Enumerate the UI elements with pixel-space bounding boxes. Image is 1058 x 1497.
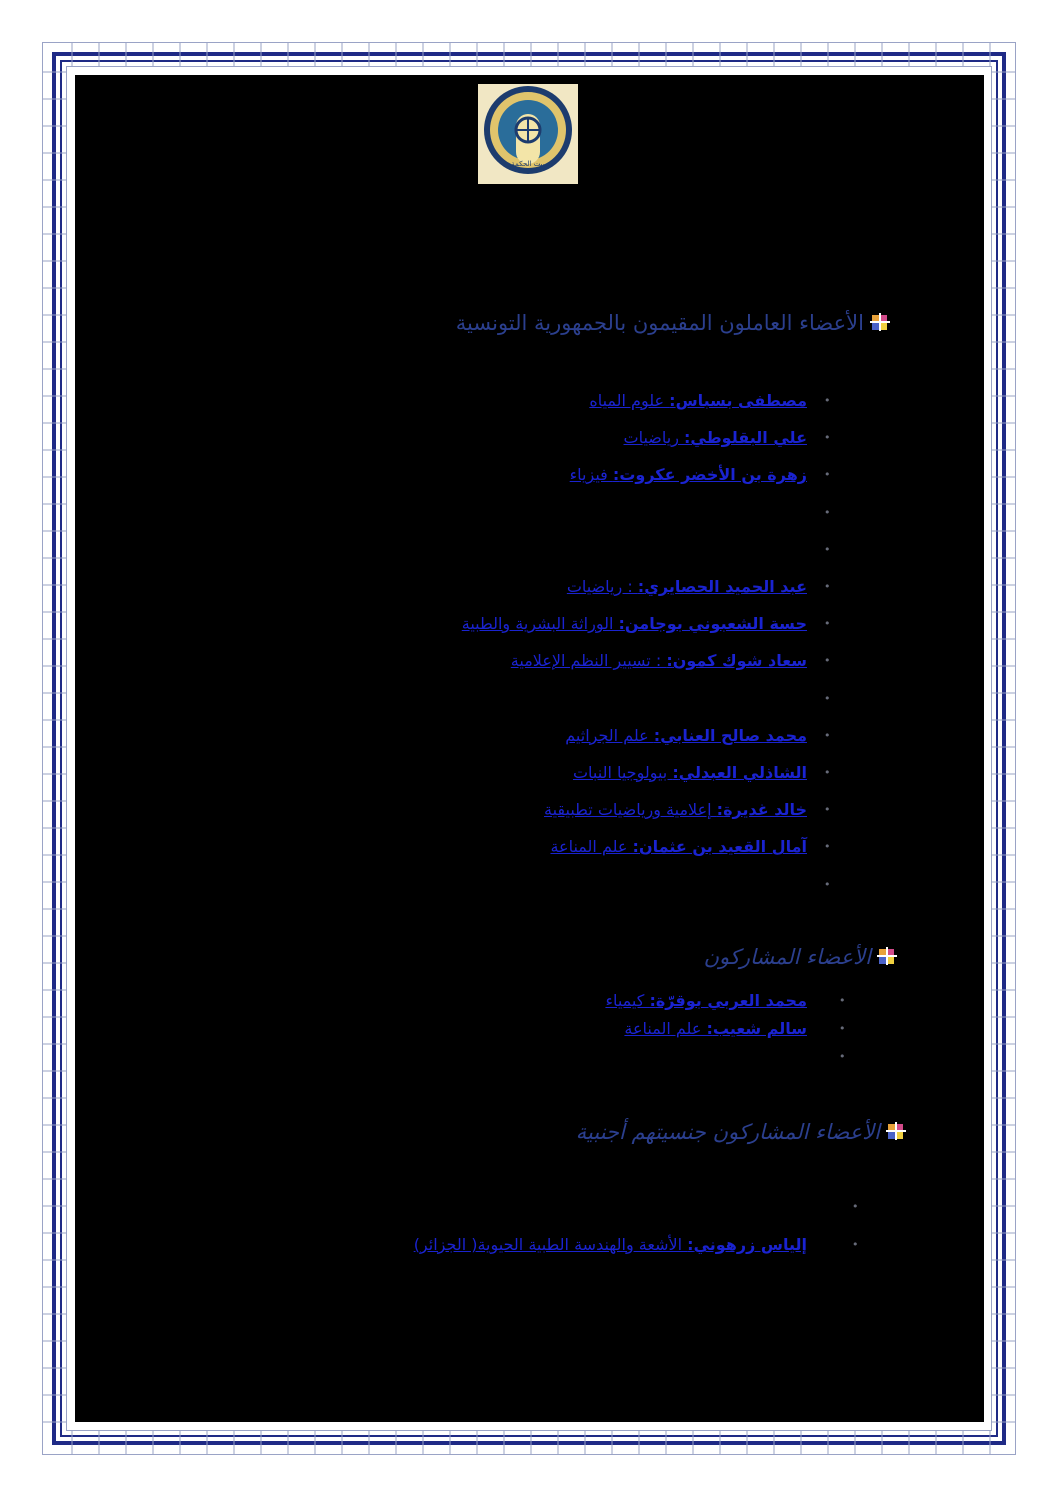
- member-field: بيولوجيا النبات: [572, 763, 673, 782]
- member-item: [0, 539, 1058, 561]
- member-item: [0, 613, 1058, 635]
- member-field: الوراثة البشرية والطبية: [461, 614, 619, 634]
- bullet-icon: •: [824, 654, 831, 668]
- member-item: [0, 762, 1058, 784]
- member-link[interactable]: آمال القعيد بن عثمان: علم المناعة: [550, 837, 807, 857]
- member-name: خالد غديرة: [723, 800, 807, 820]
- member-link[interactable]: خالد غديرة: إعلامية ورياضيات تطبيقية: [544, 800, 807, 820]
- member-item: [0, 576, 1058, 598]
- member-link[interactable]: زهرة بن الأخضر عكروت: فيزياء: [569, 465, 807, 485]
- member-name: عبد الحميد الحصايري: [644, 577, 807, 596]
- member-item: [0, 799, 1058, 821]
- member-item: [0, 1234, 1058, 1256]
- bullet-icon: •: [852, 1238, 859, 1251]
- member-link[interactable]: سعاد شوك كمون: : تسيير النظم الإعلامية: [510, 651, 807, 671]
- page-content: [75, 75, 984, 1422]
- member-link[interactable]: محمد صالح العنابي: علم الجراثيم: [565, 725, 807, 745]
- member-link[interactable]: عبد الحميد الحصايري: : رياضيات: [566, 577, 807, 596]
- member-item: [0, 1046, 1058, 1068]
- member-name: محمد صالح العنابي: [660, 725, 807, 745]
- member-field: علم المناعة: [624, 1019, 707, 1038]
- member-name: زهرة بن الأخضر عكروت: [619, 465, 807, 485]
- bullet-icon: •: [824, 728, 831, 742]
- member-item: [0, 688, 1058, 710]
- member-link[interactable]: إلياس زرهوني: الأشعة والهندسة الطبية الحيوية( الجزائر): [413, 1235, 807, 1254]
- bullet-icon: •: [839, 1022, 846, 1035]
- member-field: فيزياء: [569, 465, 613, 485]
- bullet-icon: •: [824, 580, 831, 593]
- member-link[interactable]: سالم شعيب: علم المناعة: [624, 1019, 807, 1038]
- member-name: إلياس زرهوني: [693, 1235, 807, 1254]
- bullet-icon: •: [824, 468, 831, 482]
- member-field: : تسيير النظم الإعلامية: [510, 651, 667, 671]
- member-field: علم الجراثيم: [565, 725, 654, 745]
- bullet-icon: •: [824, 431, 831, 445]
- member-item: [0, 464, 1058, 486]
- member-link[interactable]: محمد العربي بوقرّة: كيمياء: [605, 991, 807, 1010]
- member-item: [0, 990, 1058, 1012]
- member-name: سعاد شوك كمون: [672, 651, 807, 671]
- member-item: [0, 874, 1058, 896]
- member-name: محمد العربي بوقرّة: [655, 991, 807, 1010]
- member-link[interactable]: علي البقلوطي: رياضيات: [623, 428, 807, 448]
- member-item: [0, 1196, 1058, 1218]
- member-item: [0, 725, 1058, 747]
- member-name: مصطفى بسباس: [675, 391, 807, 410]
- member-field: علم المناعة: [550, 837, 633, 857]
- member-link[interactable]: الشاذلي العبدلي: بيولوجيا النبات: [572, 763, 807, 782]
- member-item: [0, 836, 1058, 858]
- section-title-foreign-members: الأعضاء المشاركون جنسيتهم أجنبية: [576, 1120, 906, 1145]
- svg-text:بيت الحكمة: بيت الحكمة: [511, 160, 545, 168]
- academy-logo: [478, 84, 578, 184]
- member-name: آمال القعيد بن عثمان: [638, 837, 807, 857]
- folder-icon: [886, 1121, 906, 1145]
- member-name: حسة الشعبوني بوجامن: [624, 614, 807, 634]
- bullet-icon: •: [824, 766, 831, 779]
- member-link[interactable]: حسة الشعبوني بوجامن: الوراثة البشرية والطبية: [461, 614, 807, 634]
- bullet-icon: •: [824, 394, 831, 407]
- member-item: [0, 390, 1058, 412]
- member-name: الشاذلي العبدلي: [678, 763, 807, 782]
- bullet-icon: •: [852, 1200, 859, 1213]
- member-item: [0, 1018, 1058, 1040]
- member-field: كيمياء: [605, 991, 650, 1010]
- member-link[interactable]: مصطفى بسباس: علوم المياه: [589, 391, 807, 410]
- member-field: : رياضيات: [566, 577, 638, 596]
- bullet-icon: •: [839, 994, 846, 1007]
- bullet-icon: •: [824, 840, 831, 854]
- member-field: الأشعة والهندسة الطبية الحيوية( الجزائر): [413, 1235, 688, 1254]
- member-name: علي البقلوطي: [690, 428, 807, 448]
- bullet-icon: •: [839, 1050, 846, 1063]
- section-title-associate-members: الأعضاء المشاركون: [704, 945, 897, 970]
- academy-seal-icon: [478, 84, 578, 184]
- member-field: رياضيات: [623, 428, 685, 448]
- bullet-icon: •: [824, 803, 831, 817]
- bullet-icon: •: [824, 542, 831, 556]
- member-item: [0, 502, 1058, 524]
- member-item: [0, 650, 1058, 672]
- member-field: علوم المياه: [589, 391, 670, 410]
- member-name: سالم شعيب: [712, 1019, 807, 1038]
- member-item: [0, 427, 1058, 449]
- member-field: إعلامية ورياضيات تطبيقية: [544, 800, 717, 820]
- folder-icon: [870, 312, 890, 336]
- bullet-icon: •: [824, 617, 831, 631]
- section-title-resident-members: الأعضاء العاملون المقيمون بالجمهورية التونسية: [456, 311, 890, 336]
- bullet-icon: •: [824, 877, 831, 891]
- folder-icon: [877, 946, 897, 970]
- bullet-icon: •: [824, 691, 831, 705]
- bullet-icon: •: [824, 505, 831, 519]
